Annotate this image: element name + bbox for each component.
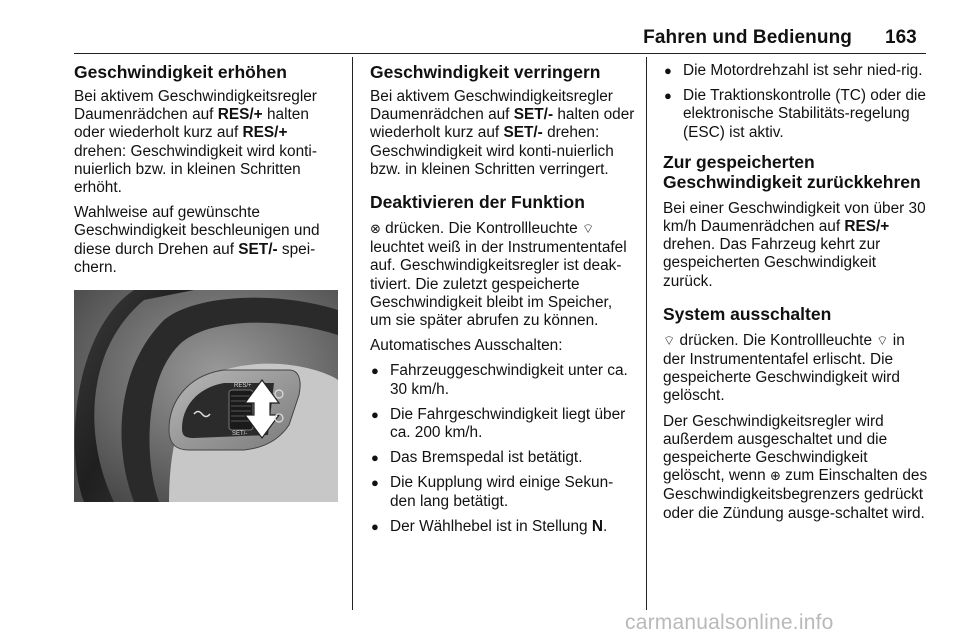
paragraph: Wahlweise auf gewünschte Geschwindigkeit beschleunigen und diese durch Drehen auf SET/- spei-chern. [74,204,320,276]
steering-wheel-photo [74,290,338,502]
paragraph: ⊗ drücken. Die Kontrollleuchte ⌔ leuchtet weiß in der Instrumententafel auf. Geschwindigkeitsregler ist deak-tiviert. Die zuletzt gespeicherte Geschwindigkeit bleibt im Speicher, um sie später abrufen zu können. [370,220,627,330]
paragraph: Bei aktivem Geschwindigkeitsregler Daumenrädchen auf SET/- halten oder wiederholt kurz auf SET/- drehen: Geschwindigkeit wird konti-nuierlich bzw. in kleinen Schritten verringert. [370,88,635,178]
res-label: RES/+ [234,383,252,389]
column-divider-right [646,57,647,610]
bullet-list [663,62,928,142]
column-1 [74,62,342,284]
list-item: ● Die Kupplung wird einige Sekun-den lang betätigt. [370,474,635,510]
header-title: Fahren und Bedienung [643,27,852,48]
paragraph: Automatisches Ausschalten: [370,337,563,355]
paragraph: Der Geschwindigkeitsregler wird außerdem ausgeschaltet und die gespeicherte Geschwindigkeit gelöscht, wenn ⊕ zum Einschalten des Geschwindigkeitsbegrenzers gedrückt oder die Zündung ausge-schaltet wird. [663,412,928,522]
section-heading: System ausschalten [663,303,832,324]
cruise-control-icon: ⌔ [663,333,676,349]
section-heading: Geschwindigkeit verringern [370,62,601,82]
cruise-off-icon: ⊗ [370,222,381,238]
column-2 [370,62,635,543]
speed-limiter-icon: ⊕ [769,469,781,485]
cruise-control-lamp-icon: ⌔ [581,222,595,238]
section-heading: Geschwindigkeit erhöhen [74,62,287,82]
section-heading: Zur gespeicherten Geschwindigkeit zurückkehren [663,151,921,192]
column-3 [663,62,928,530]
watermark: carmanualsonline.info [625,611,834,634]
list-item: ● Fahrzeuggeschwindigkeit unter ca. 30 km/h. [370,362,635,398]
list-item: ● Die Motordrehzahl ist sehr nied-rig. [663,62,928,80]
header-rule [74,53,926,54]
paragraph: Bei einer Geschwindigkeit von über 30 km/h Daumenrädchen auf RES/+ drehen. Das Fahrzeug kehrt zur gespeicherten Geschwindigkeit zurück. [663,199,926,290]
paragraph: Bei aktivem Geschwindigkeitsregler Daumenrädchen auf RES/+ halten oder wiederholt kurz auf RES/+ drehen: Geschwindigkeit wird konti-nuierlich bzw. in kleinen Schritten erhöht. [74,88,317,197]
list-item: ● Das Bremspedal ist betätigt. [370,449,635,467]
list-item: ● Die Traktionskontrolle (TC) oder die elektronische Stabilitäts-regelung (ESC) ist aktiv. [663,87,928,142]
bullet-list [370,362,635,536]
paragraph: ⌔ drücken. Die Kontrollleuchte ⌔ in der Instrumententafel erlischt. Die gespeicherte Geschwindigkeit wird gelöscht. [663,331,905,405]
list-item: ● Die Fahrgeschwindigkeit liegt über ca. 200 km/h. [370,406,635,442]
list-item: ● Der Wählhebel ist in Stellung N. [370,518,635,536]
cruise-control-lamp-icon: ⌔ [876,333,889,349]
steering-wheel-illustration [74,290,338,502]
section-heading: Deaktivieren der Funktion [370,192,585,213]
page-number: 163 [885,27,917,48]
column-divider-left [352,57,353,610]
set-label: SET/- [232,431,248,437]
